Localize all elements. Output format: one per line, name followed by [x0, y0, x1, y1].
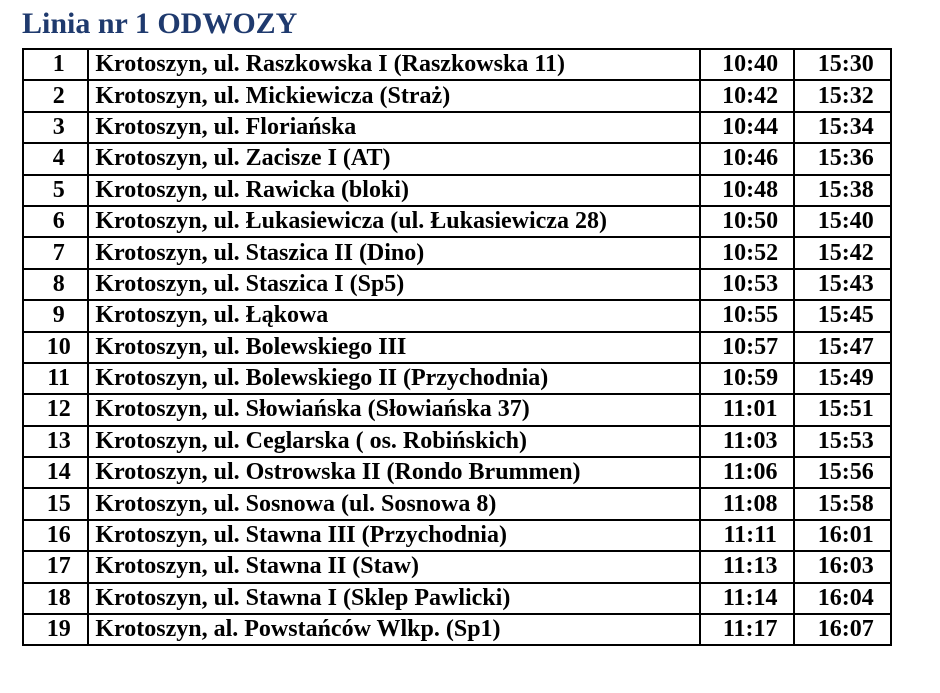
- stop-number: 19: [23, 614, 88, 645]
- stop-number: 11: [23, 363, 88, 394]
- stop-name: Krotoszyn, ul. Staszica I (Sp5): [88, 269, 700, 300]
- stop-name: Krotoszyn, ul. Zacisze I (AT): [88, 143, 700, 174]
- stop-name: Krotoszyn, ul. Stawna III (Przychodnia): [88, 520, 700, 551]
- departure-time-1: 10:46: [700, 143, 795, 174]
- stop-name: Krotoszyn, ul. Raszkowska I (Raszkowska 11): [88, 49, 700, 80]
- schedule-body: [23, 49, 891, 645]
- departure-time-1: 10:52: [700, 237, 795, 268]
- departure-time-2: 15:40: [794, 206, 891, 237]
- stop-name: Krotoszyn, ul. Staszica II (Dino): [88, 237, 700, 268]
- table-row: [23, 300, 891, 331]
- departure-time-2: 15:51: [794, 394, 891, 425]
- stop-number: 7: [23, 237, 88, 268]
- departure-time-2: 15:56: [794, 457, 891, 488]
- stop-name: Krotoszyn, ul. Łukasiewicza (ul. Łukasiewicza 28): [88, 206, 700, 237]
- table-row: [23, 175, 891, 206]
- table-row: [23, 488, 891, 519]
- stop-number: 16: [23, 520, 88, 551]
- departure-time-2: 16:07: [794, 614, 891, 645]
- stop-number: 6: [23, 206, 88, 237]
- table-row: [23, 143, 891, 174]
- departure-time-1: 11:03: [700, 426, 795, 457]
- departure-time-1: 10:42: [700, 80, 795, 111]
- table-row: [23, 363, 891, 394]
- departure-time-2: 15:53: [794, 426, 891, 457]
- stop-name: Krotoszyn, al. Powstańców Wlkp. (Sp1): [88, 614, 700, 645]
- departure-time-1: 11:13: [700, 551, 795, 582]
- departure-time-2: 15:30: [794, 49, 891, 80]
- table-row: [23, 206, 891, 237]
- departure-time-2: 15:36: [794, 143, 891, 174]
- stop-number: 15: [23, 488, 88, 519]
- stop-name: Krotoszyn, ul. Sosnowa (ul. Sosnowa 8): [88, 488, 700, 519]
- stop-number: 1: [23, 49, 88, 80]
- departure-time-1: 11:11: [700, 520, 795, 551]
- table-row: [23, 457, 891, 488]
- departure-time-2: 15:49: [794, 363, 891, 394]
- stop-number: 3: [23, 112, 88, 143]
- stop-name: Krotoszyn, ul. Bolewskiego II (Przychodnia): [88, 363, 700, 394]
- departure-time-2: 15:32: [794, 80, 891, 111]
- table-row: [23, 49, 891, 80]
- departure-time-1: 10:57: [700, 332, 795, 363]
- departure-time-2: 15:45: [794, 300, 891, 331]
- stop-name: Krotoszyn, ul. Ceglarska ( os. Robińskich): [88, 426, 700, 457]
- table-row: [23, 237, 891, 268]
- stop-name: Krotoszyn, ul. Floriańska: [88, 112, 700, 143]
- departure-time-2: 15:42: [794, 237, 891, 268]
- departure-time-1: 10:44: [700, 112, 795, 143]
- departure-time-2: 15:47: [794, 332, 891, 363]
- table-row: [23, 394, 891, 425]
- stop-name: Krotoszyn, ul. Bolewskiego III: [88, 332, 700, 363]
- departure-time-1: 11:14: [700, 583, 795, 614]
- stop-number: 12: [23, 394, 88, 425]
- stop-number: 13: [23, 426, 88, 457]
- departure-time-1: 10:50: [700, 206, 795, 237]
- departure-time-1: 10:53: [700, 269, 795, 300]
- departure-time-2: 15:34: [794, 112, 891, 143]
- departure-time-1: 11:08: [700, 488, 795, 519]
- stop-number: 8: [23, 269, 88, 300]
- stop-number: 4: [23, 143, 88, 174]
- table-row: [23, 112, 891, 143]
- stop-number: 9: [23, 300, 88, 331]
- stop-name: Krotoszyn, ul. Stawna I (Sklep Pawlicki): [88, 583, 700, 614]
- departure-time-2: 16:01: [794, 520, 891, 551]
- stop-name: Krotoszyn, ul. Ostrowska II (Rondo Brummen): [88, 457, 700, 488]
- table-row: [23, 551, 891, 582]
- schedule-table: [22, 48, 892, 646]
- table-row: [23, 614, 891, 645]
- departure-time-1: 11:06: [700, 457, 795, 488]
- departure-time-2: 15:58: [794, 488, 891, 519]
- stop-number: 2: [23, 80, 88, 111]
- departure-time-2: 15:38: [794, 175, 891, 206]
- page-title: Linia nr 1 ODWOZY: [22, 7, 298, 40]
- departure-time-2: 16:03: [794, 551, 891, 582]
- table-row: [23, 269, 891, 300]
- stop-name: Krotoszyn, ul. Słowiańska (Słowiańska 37): [88, 394, 700, 425]
- departure-time-2: 16:04: [794, 583, 891, 614]
- departure-time-2: 15:43: [794, 269, 891, 300]
- table-row: [23, 332, 891, 363]
- departure-time-1: 11:17: [700, 614, 795, 645]
- departure-time-1: 10:40: [700, 49, 795, 80]
- stop-number: 14: [23, 457, 88, 488]
- stop-number: 10: [23, 332, 88, 363]
- departure-time-1: 10:48: [700, 175, 795, 206]
- stop-name: Krotoszyn, ul. Stawna II (Staw): [88, 551, 700, 582]
- stop-name: Krotoszyn, ul. Rawicka (bloki): [88, 175, 700, 206]
- stop-name: Krotoszyn, ul. Łąkowa: [88, 300, 700, 331]
- departure-time-1: 11:01: [700, 394, 795, 425]
- departure-time-1: 10:59: [700, 363, 795, 394]
- stop-name: Krotoszyn, ul. Mickiewicza (Straż): [88, 80, 700, 111]
- stop-number: 17: [23, 551, 88, 582]
- stop-number: 18: [23, 583, 88, 614]
- stop-number: 5: [23, 175, 88, 206]
- table-row: [23, 426, 891, 457]
- table-row: [23, 520, 891, 551]
- departure-time-1: 10:55: [700, 300, 795, 331]
- table-row: [23, 80, 891, 111]
- table-row: [23, 583, 891, 614]
